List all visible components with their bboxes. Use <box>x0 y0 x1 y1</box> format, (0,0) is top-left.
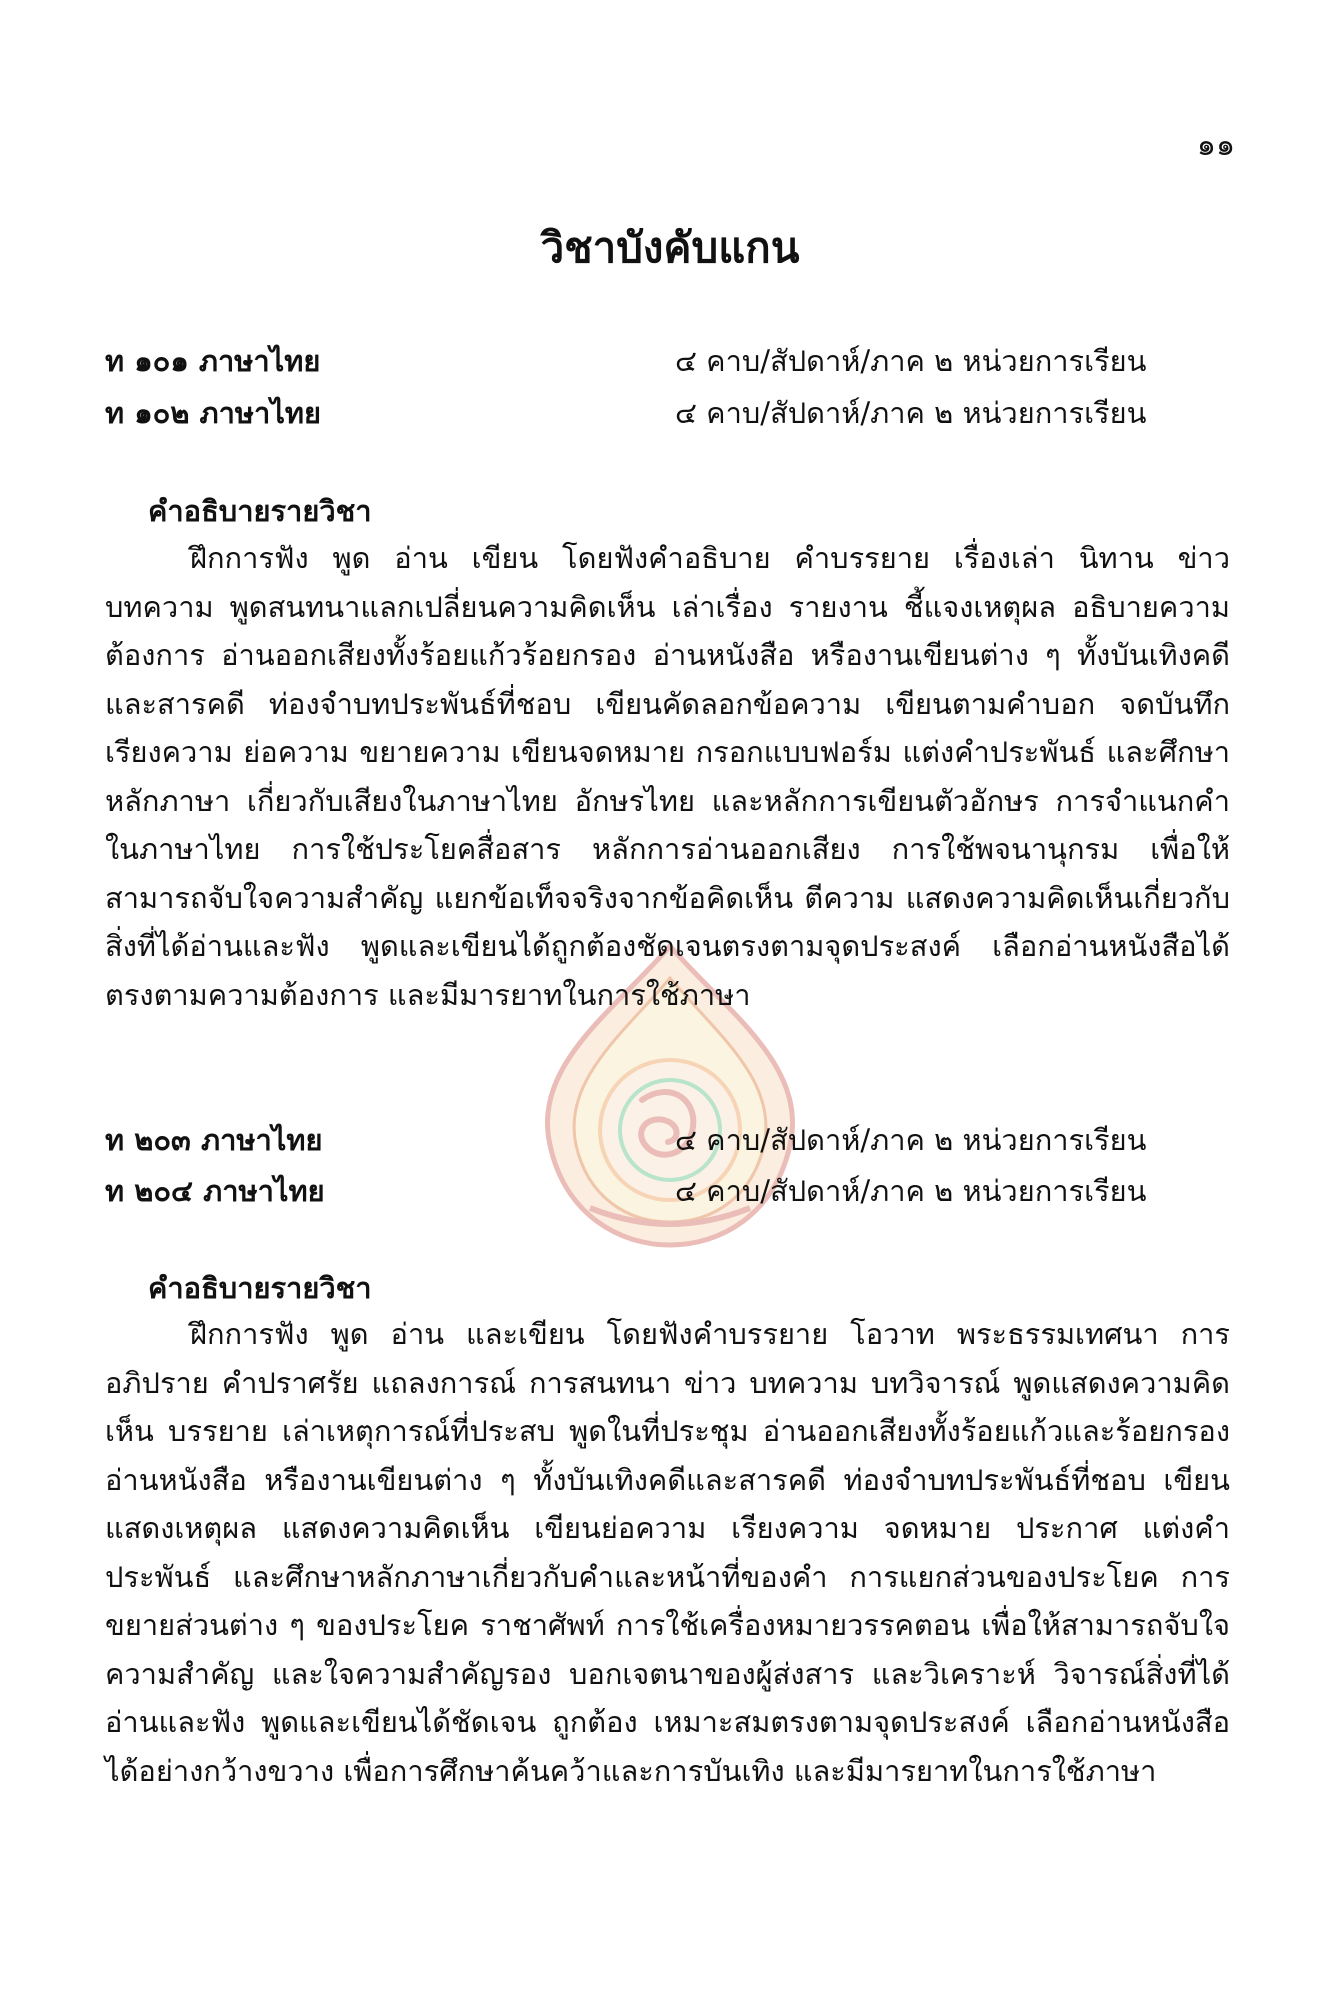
course-hours: ๔ คาบ/สัปดาห์/ภาค ๒ หน่วยการเรียน <box>675 1174 1147 1208</box>
course-hours: ๔ คาบ/สัปดาห์/ภาค ๒ หน่วยการเรียน <box>675 1123 1147 1157</box>
course-description: ฝึกการฟัง พูด อ่าน และเขียน โดยฟังคำบรรยาย โอวาท พระธรรมเทศนา การอภิปราย คำปราศรัย แถลงการณ์ การสนทนา ข่าว บทความ บทวิจารณ์ พูดแสดงความคิดเห็น บรรยาย เล่าเหตุการณ์ที่ประสบ พูดในที่ประชุม อ่านออกเสียงทั้งร้อยแก้วและร้อยกรอง อ่านหนังสือ หรืองานเขียนต่าง ๆ ทั้งบันเทิงคดีและสารคดี ท่องจำบทประพันธ์ที่ชอบ เขียนแสดงเหตุผล แสดงความคิดเห็น เขียนย่อความ เรียงความ จดหมาย ประกาศ แต่งคำประพันธ์ และศึกษาหลักภาษาเกี่ยวกับคำและหน้าที่ของคำ การแยกส่วนของประโยค การขยายส่วนต่าง ๆ ของประโยค ราชาศัพท์ การใช้เครื่องหมายวรรคตอน เพื่อให้สามารถจับใจความสำคัญ และใจความสำคัญรอง บอกเจตนาของผู้ส่งสาร และวิเคราะห์ วิจารณ์สิ่งที่ได้อ่านและฟัง พูดและเขียนได้ชัดเจน ถูกต้อง เหมาะสมตรงตามจุดประสงค์ เลือกอ่านหนังสือได้อย่างกว้างขวาง เพื่อการศึกษาค้นคว้าและการบันเทิง และมีมารยาทในการใช้ภาษา <box>105 1317 1230 1788</box>
course-row <box>105 1168 1195 1212</box>
course-code: ท ๒๐๔ ภาษาไทย <box>105 1174 325 1208</box>
course-row <box>105 1117 1195 1161</box>
course-row <box>105 390 1195 434</box>
course-hours: ๔ คาบ/สัปดาห์/ภาค ๒ หน่วยการเรียน <box>675 344 1147 378</box>
course-description-heading: คำอธิบายรายวิชา <box>148 494 372 528</box>
course-row <box>105 338 1195 382</box>
course-code: ท ๑๐๑ ภาษาไทย <box>105 344 321 378</box>
course-code: ท ๒๐๓ ภาษาไทย <box>105 1123 323 1157</box>
course-code: ท ๑๐๒ ภาษาไทย <box>105 396 322 430</box>
course-description: ฝึกการฟัง พูด อ่าน เขียน โดยฟังคำอธิบาย คำบรรยาย เรื่องเล่า นิทาน ข่าว บทความ พูดสนทนาแลกเปลี่ยนความคิดเห็น เล่าเรื่อง รายงาน ชี้แจงเหตุผล อธิบายความต้องการ อ่านออกเสียงทั้งร้อยแก้วร้อยกรอง อ่านหนังสือ หรืองานเขียนต่าง ๆ ทั้งบันเทิงคดีและสารคดี ท่องจำบทประพันธ์ที่ชอบ เขียนคัดลอกข้อความ เขียนตามคำบอก จดบันทึก เรียงความ ย่อความ ขยายความ เขียนจดหมาย กรอกแบบฟอร์ม แต่งคำประพันธ์ และศึกษาหลักภาษา เกี่ยวกับเสียงในภาษาไทย อักษรไทย และหลักการเขียนตัวอักษร การจำแนกคำในภาษาไทย การใช้ประโยคสื่อสาร หลักการอ่านออกเสียง การใช้พจนานุกรม เพื่อให้สามารถจับใจความสำคัญ แยกข้อเท็จจริงจากข้อคิดเห็น ตีความ แสดงความคิดเห็นเกี่ยวกับสิ่งที่ได้อ่านและฟัง พูดและเขียนได้ถูกต้องชัดเจนตรงตามจุดประสงค์ เลือกอ่านหนังสือได้ตรงตามความต้องการ และมีมารยาทในการใช้ภาษา <box>105 541 1230 1012</box>
page-title: วิชาบังคับแกน <box>540 223 800 272</box>
page-number: ๑๑ <box>1196 128 1235 163</box>
course-hours: ๔ คาบ/สัปดาห์/ภาค ๒ หน่วยการเรียน <box>675 396 1147 430</box>
course-description-heading: คำอธิบายรายวิชา <box>148 1271 372 1305</box>
